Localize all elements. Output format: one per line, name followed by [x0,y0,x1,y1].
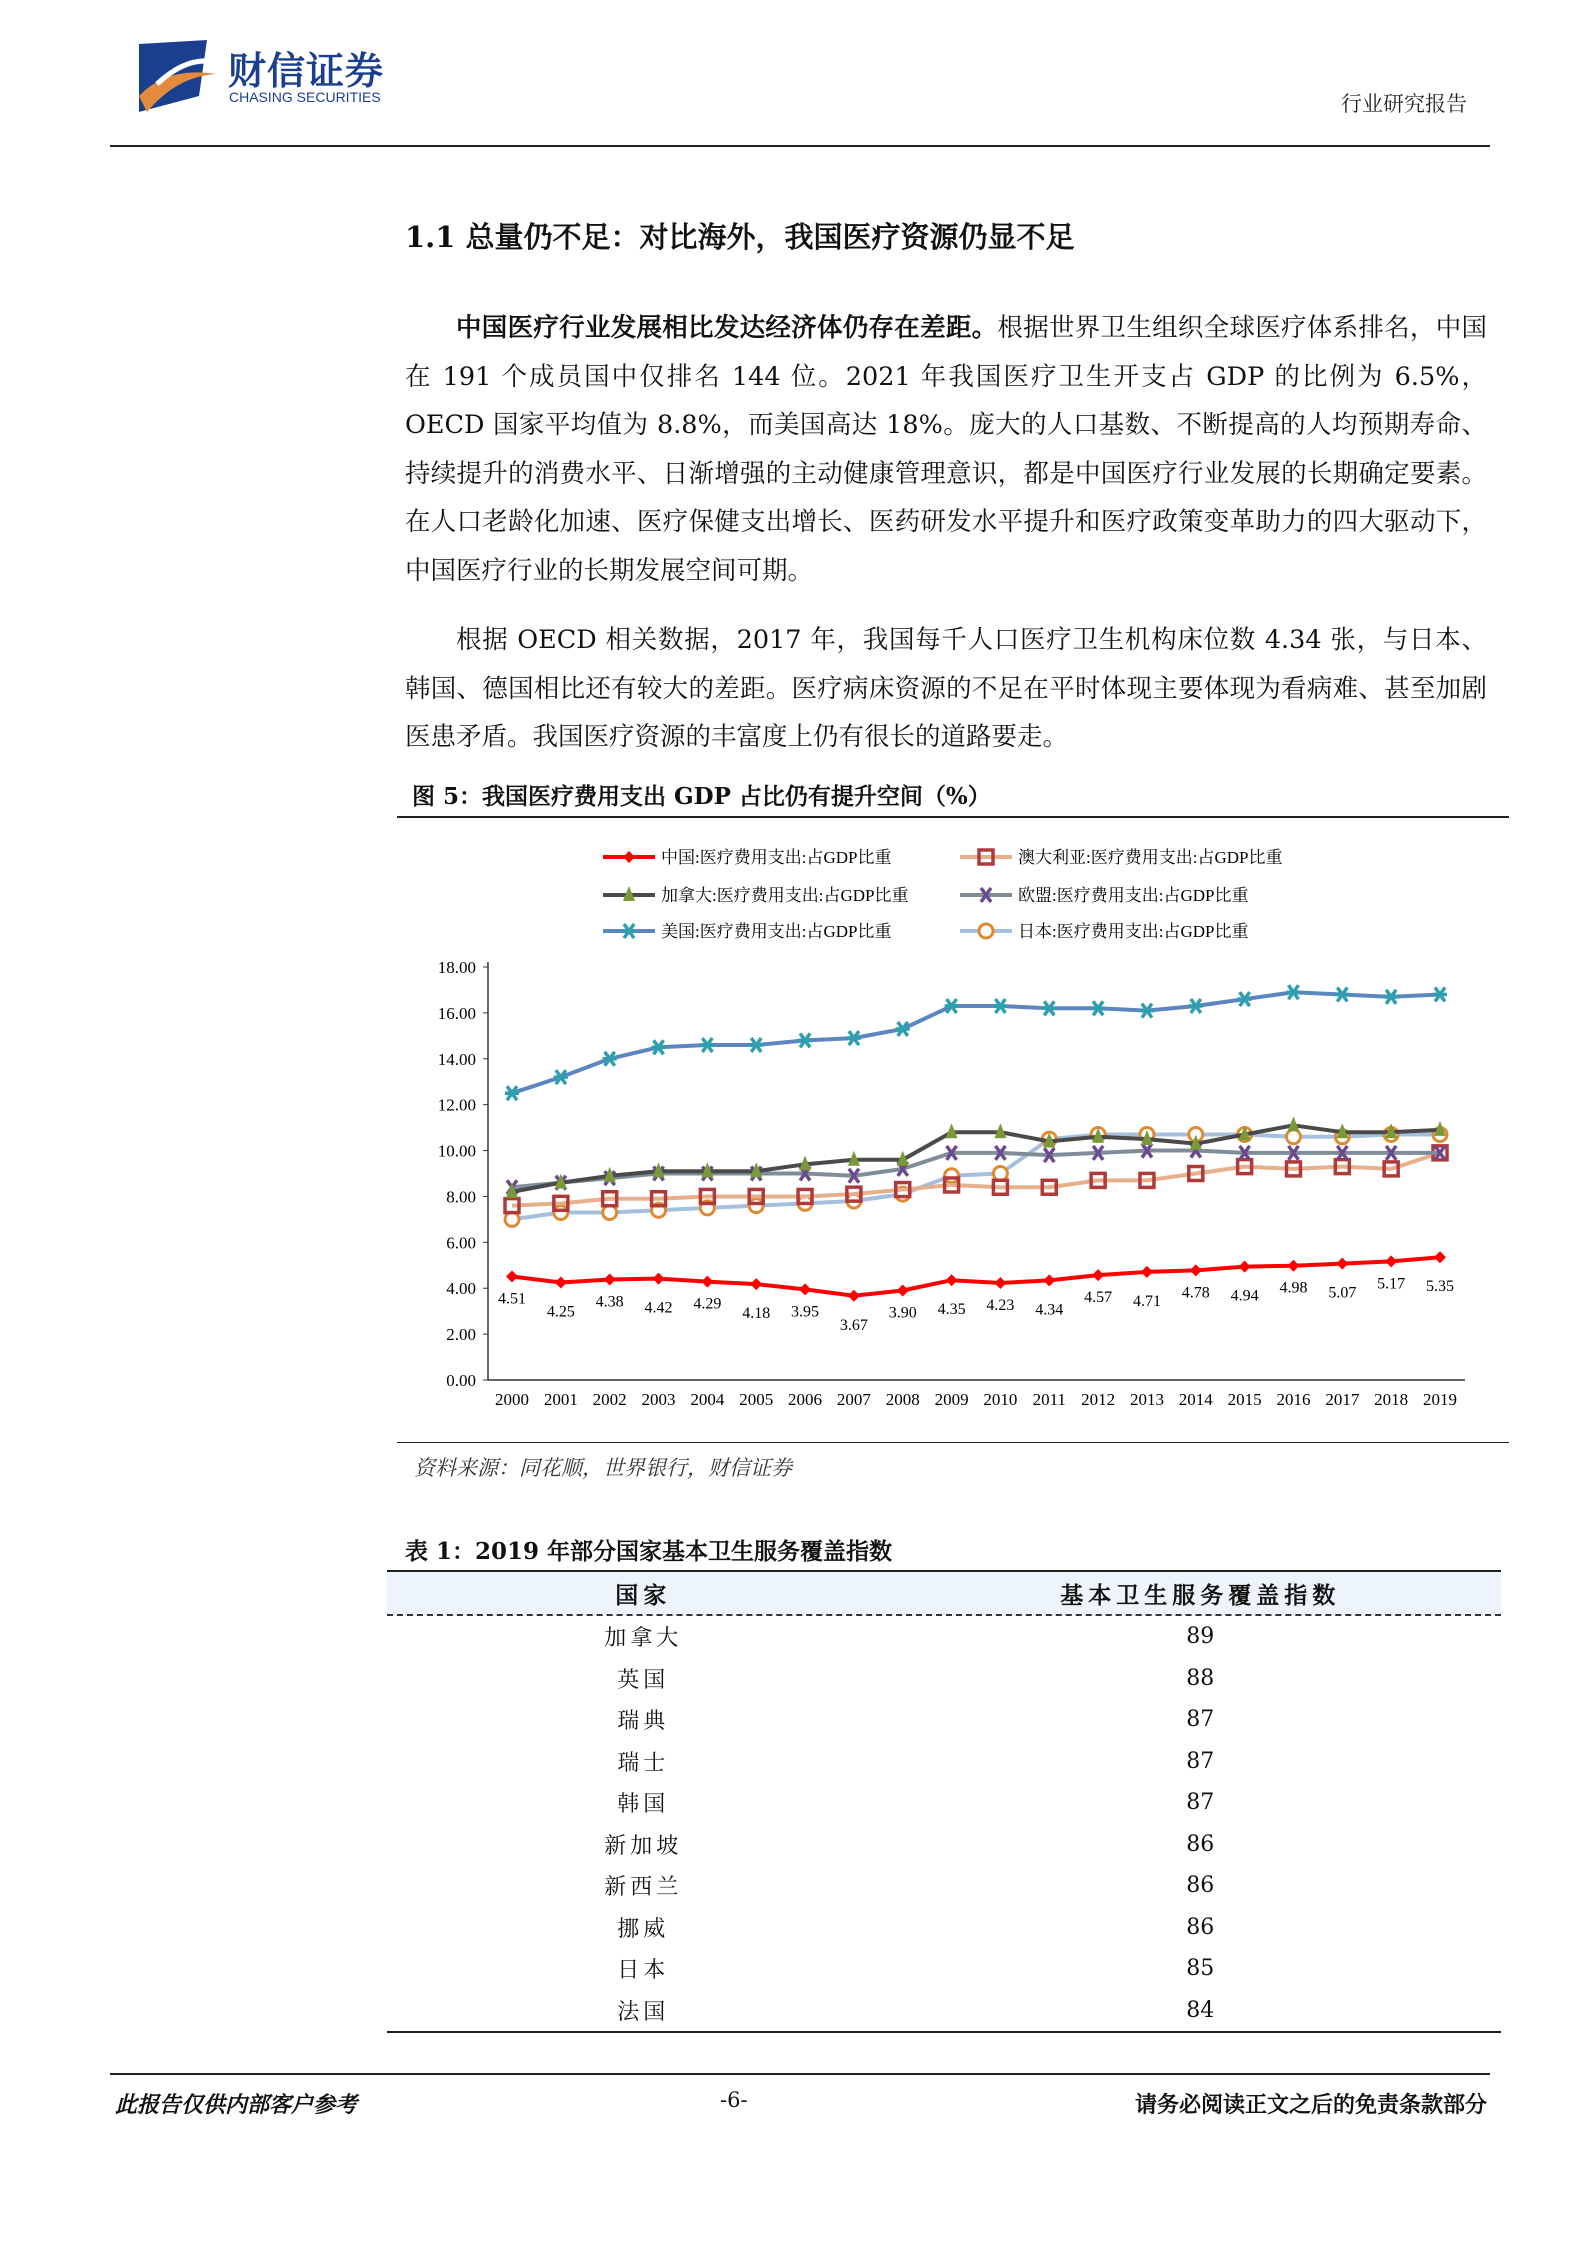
diamond-marker [946,1274,958,1286]
footer-divider [110,2073,1490,2075]
cell-country: 韩国 [617,1792,670,1818]
series-0 [498,1251,1454,1334]
cell-index: 89 [1186,1624,1215,1650]
data-label: 4.18 [742,1305,771,1323]
logo-subtext: CHASING SECURITIES [229,89,381,105]
x-tick-label: 2003 [641,1390,676,1409]
star-marker [847,1031,861,1045]
table-row [387,1782,1501,1824]
data-label: 4.94 [1230,1287,1259,1305]
cell-country: 新加坡 [604,1833,683,1859]
logo-text: 财信证券 [228,49,385,93]
cell-index: 86 [1186,1831,1215,1857]
legend-item [603,922,891,941]
diamond-marker [799,1283,811,1295]
star-marker [700,1038,714,1052]
x-tick-label: 2007 [836,1390,871,1409]
data-label: 4.57 [1084,1289,1113,1307]
circle-marker [1286,1130,1300,1144]
data-label: 3.67 [839,1316,868,1334]
diamond-marker [604,1274,616,1286]
x-tick-label: 2016 [1276,1390,1311,1409]
diamond-marker [848,1290,860,1302]
star-marker [1091,1001,1105,1015]
table-row [387,1990,1501,2032]
x-tick-label: 2015 [1227,1390,1262,1409]
star-marker [1042,1001,1056,1015]
table-row [387,1948,1501,1990]
y-tick-label: 2.00 [446,1325,476,1345]
x-tick-label: 2019 [1423,1390,1457,1409]
legend-item [960,922,1248,941]
star-marker [603,1052,617,1066]
x-tick-label: 2009 [934,1390,969,1409]
data-label: 4.25 [546,1303,575,1321]
data-label: 4.38 [595,1293,624,1311]
header-index: 基本卫生服务覆盖指数 [1060,1581,1341,1609]
data-label: 4.23 [986,1296,1015,1314]
legend-item [603,886,908,905]
data-label: 4.29 [693,1295,722,1313]
x-tick-label: 2013 [1129,1390,1164,1409]
cell-country: 法国 [617,1999,670,2025]
coverage-table [387,1570,1501,2033]
diamond-marker [1336,1258,1348,1270]
table-header [387,1572,1501,1616]
data-label: 5.17 [1377,1275,1406,1293]
data-label: 5.07 [1328,1284,1357,1302]
data-label: 4.42 [644,1299,673,1317]
y-tick-label: 14.00 [437,1049,476,1069]
star-marker [1335,988,1349,1002]
cell-index: 87 [1186,1707,1215,1733]
figure-title: 图 5：我国医疗费用支出 GDP 占比仍有提升空间（%） [412,783,991,810]
data-label: 4.78 [1181,1284,1210,1302]
diamond-marker [1385,1255,1397,1267]
x-tick-label: 2018 [1374,1390,1409,1409]
cell-index: 84 [1186,1997,1215,2023]
y-tick-label: 12.00 [437,1095,476,1115]
circle-marker [945,1169,959,1183]
table-row [387,1699,1501,1741]
diamond-marker [1141,1266,1153,1278]
star-marker [798,1033,812,1047]
star-marker [622,924,636,938]
table-row [387,1907,1501,1949]
paragraph-2: 根据 OECD 相关数据，2017 年，我国每千人口医疗卫生机构床位数 4.34 张，与日本、韩国、德国相比还有较大的差距。医疗病床资源的不足在平时体现主要体现为看病难、甚至加剧医患矛盾。我国医疗资源的丰富度上仍有很长的道路要走。 [405,625,1487,752]
y-tick-label: 6.00 [446,1233,476,1253]
star-marker [896,1022,910,1036]
diamond-marker [750,1278,762,1290]
legend-item [960,886,1248,905]
series-5 [505,1127,1447,1226]
y-tick-label: 16.00 [437,1003,476,1023]
y-tick-label: 18.00 [437,958,476,977]
cell-country: 挪威 [617,1916,670,1942]
x-tick-label: 2004 [690,1390,725,1409]
series-4 [505,985,1447,1100]
diamond-marker [1239,1261,1251,1273]
diamond-marker [623,851,635,863]
table-row [387,1824,1501,1866]
circle-marker [603,1206,617,1220]
star-marker [652,1040,666,1054]
legend-item [960,848,1282,867]
figure-source: 资料来源：同花顺，世界银行，财信证券 [414,1456,792,1480]
x-tick-label: 2005 [739,1390,774,1409]
y-tick-label: 0.00 [446,1371,476,1390]
star-marker [1189,999,1203,1013]
star-marker [993,999,1007,1013]
cell-index: 88 [1186,1665,1215,1691]
line-chart [397,837,1507,1437]
x-tick-label: 2006 [788,1390,823,1409]
footer-disclaimer: 此报告仅供内部客户参考 [115,2092,358,2118]
x-tick-label: 2000 [495,1390,529,1409]
legend-label: 美国:医疗费用支出:占GDP比重 [661,922,892,941]
diamond-marker [1287,1260,1299,1272]
x-tick-label: 2012 [1081,1390,1116,1409]
x-tick-label: 2010 [983,1390,1018,1409]
table-row [387,1658,1501,1700]
triangle-marker [1287,1116,1299,1131]
y-tick-label: 10.00 [437,1141,476,1161]
legend-label: 欧盟:医疗费用支出:占GDP比重 [1018,886,1249,905]
header-divider [110,145,1490,147]
figure-bottom-rule [397,1442,1509,1443]
data-label: 4.51 [498,1290,526,1308]
data-label: 3.90 [888,1304,917,1322]
data-label: 4.71 [1132,1292,1161,1310]
series-line [512,992,1440,1093]
cell-index: 86 [1186,1873,1215,1899]
circle-marker [554,1206,568,1220]
table-title: 表 1：2019 年部分国家基本卫生服务覆盖指数 [405,1538,893,1565]
x-tick-label: 2008 [885,1390,920,1409]
star-marker [505,1086,519,1100]
circle-marker [979,924,993,938]
x-tick-label: 2001 [543,1390,578,1409]
x-tick-label: 2002 [592,1390,627,1409]
x-tick-label: 2014 [1178,1390,1213,1409]
star-marker [945,999,959,1013]
x-tick-label: 2011 [1032,1390,1066,1409]
page-number: -6- [720,2088,748,2112]
cell-index: 87 [1186,1748,1215,1774]
table-row [387,1741,1501,1783]
legend-label: 日本:医疗费用支出:占GDP比重 [1018,922,1249,941]
diamond-marker [994,1277,1006,1289]
star-marker [554,1070,568,1084]
data-label: 3.95 [791,1303,820,1321]
cell-country: 瑞士 [617,1750,670,1776]
header-country: 国家 [615,1581,672,1609]
cell-country: 英国 [617,1667,670,1693]
x-tick-label: 2017 [1325,1390,1360,1409]
legend-label: 加拿大:医疗费用支出:占GDP比重 [661,886,909,905]
section-heading: 1.1 总量仍不足：对比海外，我国医疗资源仍显不足 [405,220,1075,254]
cell-index: 86 [1186,1914,1215,1940]
figure-top-rule [397,816,1509,818]
paragraph-lead: 中国医疗行业发展相比发达经济体仍存在差距。 [456,313,998,343]
circle-marker [993,1167,1007,1181]
table-row [387,1865,1501,1907]
diamond-marker [506,1271,518,1283]
paragraph-body: 根据世界卫生组织全球医疗体系排名，中国在 191 个成员国中仅排名 144 位。2021 年我国医疗卫生开支占 GDP 的比例为 6.5%，OECD 国家平均值为 8.8%，而美国高达 18%。庞大的人口基数、不断提高的人均预期寿命、持续提升的消费水平、日渐增强的主动健康管理意识，都是中国医疗行业发展的长期确定要素。在人口老龄化加速、医疗保健支出增长、医药研发水平提升和医疗政策变革助力的四大驱动下，中国医疗行业的长期发展空间可期。 [405,313,1487,586]
legend-label: 澳大利亚:医疗费用支出:占GDP比重 [1018,848,1283,867]
cell-country: 加拿大 [604,1626,683,1652]
y-tick-label: 8.00 [446,1187,476,1207]
data-label: 4.34 [1035,1301,1064,1319]
diamond-marker [653,1273,665,1285]
legend-item [603,848,891,867]
paragraph-1 [405,304,1487,595]
circle-marker [505,1212,519,1226]
legend-label: 中国:医疗费用支出:占GDP比重 [661,848,892,867]
star-marker [1140,1004,1154,1018]
cell-index: 85 [1186,1956,1215,1982]
cell-index: 87 [1186,1790,1215,1816]
diamond-marker [555,1276,567,1288]
cell-country: 瑞典 [617,1709,670,1735]
circle-marker [749,1199,763,1213]
series-1 [505,1146,1447,1213]
table-row [387,1616,1501,1658]
document-type: 行业研究报告 [1341,92,1467,116]
diamond-marker [1092,1269,1104,1281]
data-label: 4.98 [1279,1279,1308,1297]
star-marker [1286,985,1300,999]
star-marker [1238,992,1252,1006]
data-label: 4.35 [937,1301,966,1319]
footer-notice: 请务必阅读正文之后的免责条款部分 [1134,2092,1487,2118]
data-label: 5.35 [1426,1278,1454,1296]
star-marker [1384,990,1398,1004]
diamond-marker [1043,1274,1055,1286]
diamond-marker [1434,1251,1446,1263]
diamond-marker [1190,1264,1202,1276]
cell-country: 日本 [617,1958,670,1984]
y-tick-label: 4.00 [446,1279,476,1299]
cell-country: 新西兰 [604,1875,683,1901]
star-marker [1433,988,1447,1002]
star-marker [749,1038,763,1052]
diamond-marker [701,1276,713,1288]
diamond-marker [897,1285,909,1297]
